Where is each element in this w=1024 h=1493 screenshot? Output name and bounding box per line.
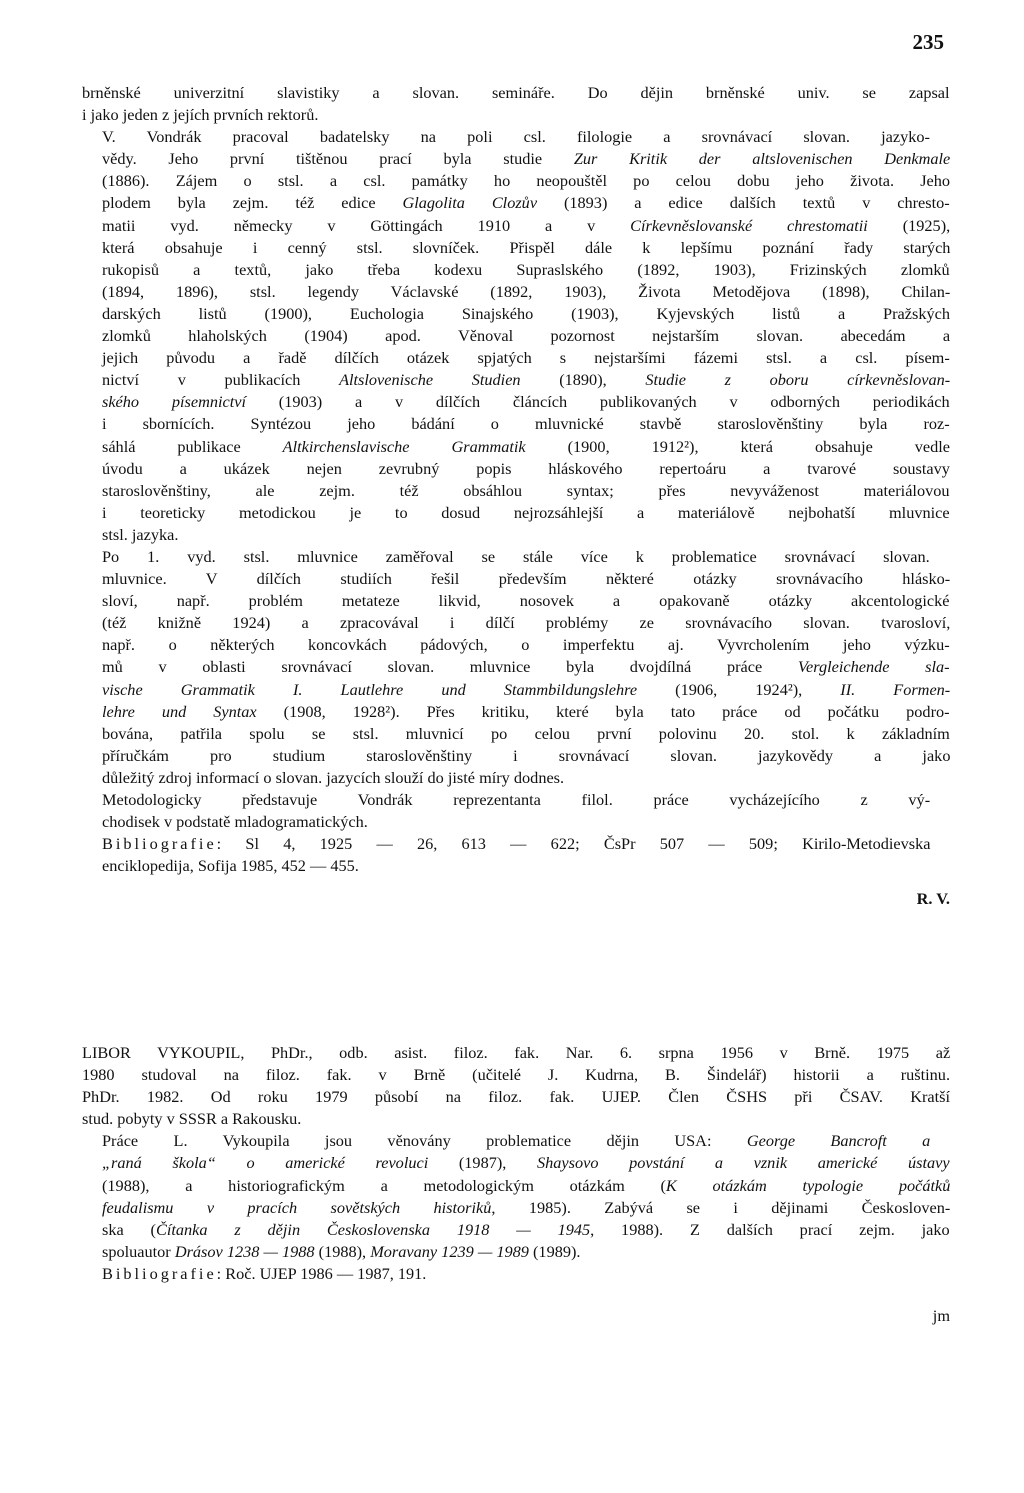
text-line: ska (Čítanka z dějin Československa 1918 — 1945, 1988). Z dalších prací zejm. jako <box>102 1219 950 1239</box>
entry-signature: jm <box>932 1306 950 1326</box>
paragraph <box>82 1263 950 1285</box>
text-line: Práce L. Vykoupila jsou věnovány problematice dějin USA: George Bancroft a <box>102 1131 931 1151</box>
text-line: stud. pobyty v SSSR a Rakousku. <box>82 1109 302 1129</box>
text-line: Bibliografie: Roč. UJEP 1986 — 1987, 191. <box>102 1263 427 1283</box>
text-line: sloví, např. problém metateze likvid, nosovek a opakovaně otázky akcentologické <box>102 591 950 611</box>
text-line: LIBOR VYKOUPIL, PhDr., odb. asist. filoz. fak. Nar. 6. srpna 1956 v Brně. 1975 až <box>82 1043 951 1062</box>
text-line: matii vyd. německy v Göttingách 1910 a v Církevněslovanské chrestomatii (1925), <box>102 215 951 235</box>
text-line: (1886). Zájem o stsl. a csl. památky ho neopouštěl po celou dobu jeho života. Jeho <box>102 171 951 191</box>
text-line: PhDr. 1982. Od roku 1979 působí na filoz. fak. UJEP. Člen ČSHS při ČSAV. Kratší <box>82 1087 951 1107</box>
page-number: 235 <box>912 30 944 54</box>
text-line: „raná škola“ o americké revoluci (1987), Shaysovo povstání a vznik americké ústavy <box>102 1153 950 1173</box>
text-line: i teoreticky metodickou je to dosud nejrozsáhlejší a materiálově nejbohatší mluvnice <box>102 502 950 522</box>
text-line: (též knižně 1924) a zpracovával i dílčí problémy ze srovnávacího slovan. tvarosloví, <box>102 613 951 633</box>
text-line: i sbornících. Syntézou jeho bádání o mluvnické stavbě staroslověnštiny byla roz- <box>102 414 950 434</box>
text-line: enciklopedija, Sofija 1985, 452 — 455. <box>102 856 359 876</box>
text-line: úvodu a ukázek nejen zevrubný popis hláskového repertoáru a tvarové soustavy <box>102 458 950 478</box>
text-line: důležitý zdroj informací o slovan. jazycích slouží do jisté míry dodnes. <box>102 767 565 787</box>
text-line: (1894, 1896), stsl. legendy Václavské (1892, 1903), Života Metodějova (1898), Chilan- <box>102 281 951 301</box>
text-line: např. o některých koncovkách pádových, o imperfektu aj. Vyvrcholením jeho výzku- <box>102 635 950 655</box>
text-line: i jako jeden z jejích prvních rektorů. <box>82 105 319 125</box>
paragraph <box>82 82 950 126</box>
text-line: zlomků hlaholských (1904) apod. Věnoval pozornost nejstarším slovan. abecedám a <box>102 326 951 346</box>
text-line: rukopisů a textů, jako třeba kodexu Supraslského (1892, 1903), Frizinských zlomků <box>102 259 950 279</box>
paragraph <box>82 789 950 833</box>
text-line: příručkám pro studium staroslověnštiny i srovnávací slovan. jazykovědy a jako <box>102 745 951 765</box>
text-line: stsl. jazyka. <box>102 524 179 544</box>
text-line: feudalismu v pracích sovětských historiků, 1985). Zabývá se i dějinami Českosloven- <box>102 1197 951 1217</box>
text-line: staroslověnštiny, ale zejm. též obsáhlou syntax; přes nevyváženost materiálovou <box>102 480 950 500</box>
text-line: vische Grammatik I. Lautlehre und Stammbildungslehre (1906, 1924²), II. Formen- <box>102 679 951 699</box>
paragraph <box>82 833 950 877</box>
entry-vykoupil <box>82 1042 950 1327</box>
text-line: lehre und Syntax (1908, 1928²). Přes kritiku, které byla tato práce od počátku podro- <box>102 701 950 721</box>
paragraph <box>82 1042 950 1130</box>
text-line: bována, patřila spolu se stsl. mluvnicí po celou první polovinu 20. stol. k základním <box>102 723 950 743</box>
text-line: 1980 studoval na filoz. fak. v Brně (učitelé J. Kudrna, B. Šindelář) historii a ruštinu. <box>82 1065 951 1085</box>
text-line: spoluautor Drásov 1238 — 1988 (1988), Moravany 1239 — 1989 (1989). <box>102 1241 581 1261</box>
paragraph <box>82 1130 950 1263</box>
text-line: V. Vondrák pracoval badatelsky na poli csl. filologie a srovnávací slovan. jazyko- <box>102 127 930 147</box>
text-line: plodem byla zejm. též edice Glagolita Clozův (1893) a edice dalších textů v chresto- <box>102 193 950 213</box>
text-line: Bibliografie: Sl 4, 1925 — 26, 613 — 622; ČsPr 507 — 509; Kirilo-Metodievska <box>102 834 931 854</box>
entry-body <box>82 82 950 877</box>
entry-vondrak <box>82 82 950 910</box>
paragraph <box>82 546 950 789</box>
text-line: sáhlá publikace Altkirchenslavische Grammatik (1900, 1912²), která obsahuje vedle <box>102 436 951 456</box>
text-line: která obsahuje i cenný stsl. slovníček. Přispěl dále k lepšímu poznání řady starých <box>102 237 951 257</box>
text-line: nictví v publikacích Altslovenische Studien (1890), Studie z oboru církevněslovan- <box>102 370 951 390</box>
text-line: Po 1. vyd. stsl. mluvnice zaměřoval se stále více k problematice srovnávací slovan. <box>102 546 930 566</box>
entry-body <box>82 1042 950 1285</box>
text-line: jejich původu a řadě dílčích otázek spjatých s nejstaršími fázemi stsl. a csl. písem- <box>102 348 950 368</box>
entry-signature: R. V. <box>916 889 950 909</box>
text-line: brněnské univerzitní slavistiky a slovan. semináře. Do dějin brněnské univ. se zapsal <box>82 83 950 102</box>
text-line: ského písemnictví (1903) a v dílčích článcích publikovaných v odborných periodikách <box>102 392 950 412</box>
text-line: mluvnice. V dílčích studiích řešil především některé otázky srovnávacího hlásko- <box>102 569 951 589</box>
text-line: mů v oblasti srovnávací slovan. mluvnice byla dvojdílná práce Vergleichende sla- <box>102 657 950 677</box>
text-line: (1988), a historiografickým a metodologickým otázkám (K otázkám typologie počátků <box>102 1175 951 1195</box>
text-line: vědy. Jeho první tištěnou prací byla studie Zur Kritik der altslovenischen Denkmale <box>102 149 951 169</box>
text-line: chodisek v podstatě mladogramatických. <box>102 812 368 832</box>
paragraph <box>82 126 950 546</box>
text-line: darských listů (1900), Euchologia Sinajského (1903), Kyjevských listů a Pražských <box>102 303 950 323</box>
text-line: Metodologicky představuje Vondrák reprezentanta filol. práce vycházejícího z vý- <box>102 790 931 809</box>
